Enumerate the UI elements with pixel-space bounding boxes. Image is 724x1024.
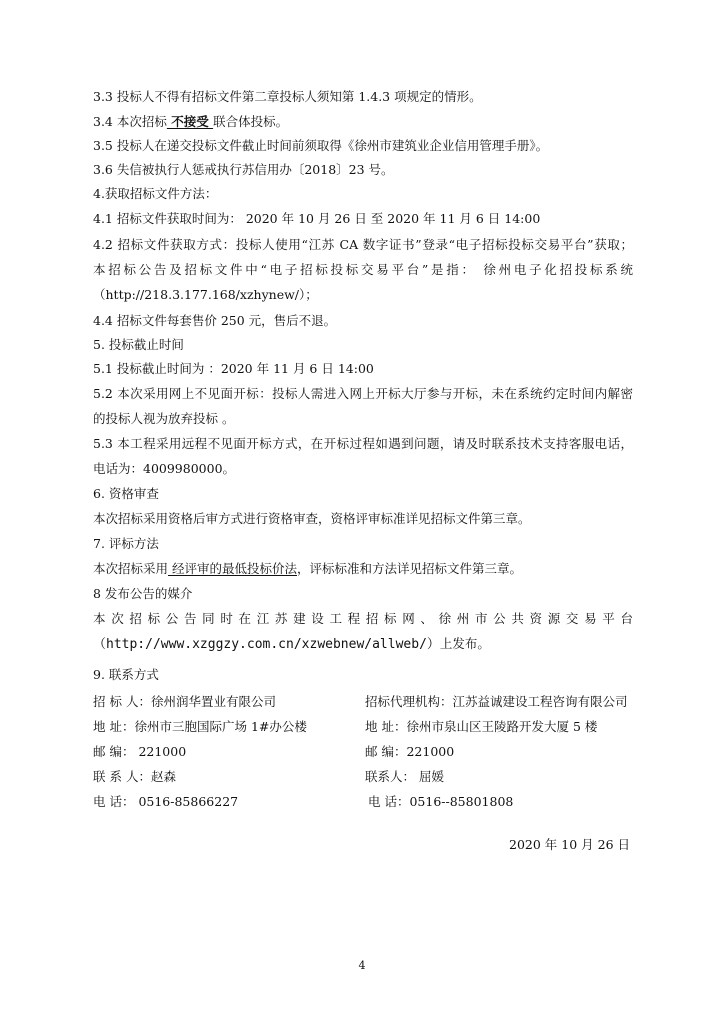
section-6-heading: 6. 资格审查 bbox=[93, 486, 159, 501]
tenderer-postcode: 邮 编： 221000 bbox=[93, 744, 187, 759]
section-4-heading: 4.获取招标文件方法： bbox=[93, 186, 218, 201]
clause-4-2-url: （http://218.3.177.168/xzhynew/）； bbox=[93, 287, 318, 302]
clause-8-line2 bbox=[93, 636, 633, 653]
clause-7-prefix: 本次招标采用 bbox=[93, 561, 169, 576]
clause-7-suffix: ，评标标准和方法详见招标文件第三章。 bbox=[297, 561, 523, 576]
tenderer-phone: 电 话： 0516-85866227 bbox=[93, 794, 239, 809]
section-8-heading: 8 发布公告的媒介 bbox=[93, 586, 193, 601]
clause-3-5: 3.5 投标人在递交投标文件截止时间前须取得《徐州市建筑业企业信用管理手册》。 bbox=[93, 138, 549, 153]
clause-7 bbox=[93, 561, 633, 577]
tenderer-address: 地 址：徐州市三胞国际广场 1#办公楼 bbox=[93, 719, 307, 734]
contact-row-4 bbox=[93, 769, 633, 785]
contact-row-3 bbox=[93, 744, 633, 760]
clause-3-4-prefix: 3.4 本次招标 bbox=[93, 114, 167, 129]
section-9-heading: 9. 联系方式 bbox=[93, 667, 159, 682]
agency-contact-person: 联系人： 屈媛 bbox=[365, 769, 444, 784]
section-5-heading: 5. 投标截止时间 bbox=[93, 337, 184, 352]
clause-3-6: 3.6 失信被执行人惩戒执行苏信用办〔2018〕23 号。 bbox=[93, 162, 394, 177]
clause-3-4-suffix: 联合体投标。 bbox=[213, 114, 289, 129]
clause-8-suffix: 上发布。 bbox=[439, 636, 490, 651]
clause-4-4: 4.4 招标文件每套售价 250 元，售后不退。 bbox=[93, 313, 337, 328]
agency-address: 地 址：徐州市泉山区王陵路开发大厦 5 楼 bbox=[365, 719, 598, 734]
clause-4-2-line1: 4.2 招标文件获取方式：投标人使用“江苏 CA 数字证书”登录“电子招标投标交易平台”获取； bbox=[93, 237, 633, 252]
agency-name: 招标代理机构：江苏益诚建设工程咨询有限公司 bbox=[365, 694, 628, 709]
clause-4-2-line2: 本招标公告及招标文件中“电子招标投标交易平台”是指： 徐州电子化招投标系统 bbox=[93, 262, 633, 277]
clause-8-line1: 本次招标公告同时在江苏建设工程招标网、徐州市公共资源交易平台 bbox=[93, 611, 633, 626]
clause-8-url: （http://www.xzggzy.com.cn/xzwebnew/allweb/） bbox=[93, 637, 440, 652]
tenderer-name: 招 标 人：徐州润华置业有限公司 bbox=[93, 694, 276, 709]
clause-7-underlined: 经评审的最低投标价法 bbox=[168, 561, 297, 576]
clause-3-3: 3.3 投标人不得有招标文件第二章投标人须知第 1.4.3 项规定的情形。 bbox=[93, 89, 482, 104]
clause-5-1: 5.1 投标截止时间为 ：2020 年 11 月 6 日 14:00 bbox=[93, 361, 374, 376]
clause-5-3-line1: 5.3 本工程采用远程不见面开标方式，在开标过程如遇到问题，请及时联系技术支持客服电话， bbox=[93, 436, 633, 451]
agency-phone: 电 话：0516--85801808 bbox=[368, 794, 514, 809]
clause-6: 本次招标采用资格后审方式进行资格审查，资格评审标准详见招标文件第三章。 bbox=[93, 511, 531, 526]
section-7-heading: 7. 评标方法 bbox=[93, 536, 159, 551]
clause-3-4-underlined: 不接受 bbox=[166, 114, 214, 129]
tenderer-contact-person: 联 系 人：赵森 bbox=[93, 769, 176, 784]
clause-5-3-line2: 电话为：4009980000。 bbox=[93, 461, 236, 476]
clause-5-2-line2: 的投标人视为放弃投标 。 bbox=[93, 411, 235, 426]
clause-4-1: 4.1 招标文件获取时间为： 2020 年 10 月 26 日 至 2020 年 11 月 6 日 14:00 bbox=[93, 211, 541, 226]
contact-row-5 bbox=[93, 794, 633, 810]
contact-row-1 bbox=[93, 694, 633, 710]
contact-row-2 bbox=[93, 719, 633, 735]
document-date: 2020 年 10 月 26 日 bbox=[509, 837, 630, 852]
clause-3-4 bbox=[93, 114, 633, 130]
page-number: 4 bbox=[358, 959, 366, 972]
agency-postcode: 邮 编：221000 bbox=[365, 744, 455, 759]
clause-5-2-line1: 5.2 本次采用网上不见面开标：投标人需进入网上开标大厅参与开标，未在系统约定时间内解密 bbox=[93, 386, 633, 401]
